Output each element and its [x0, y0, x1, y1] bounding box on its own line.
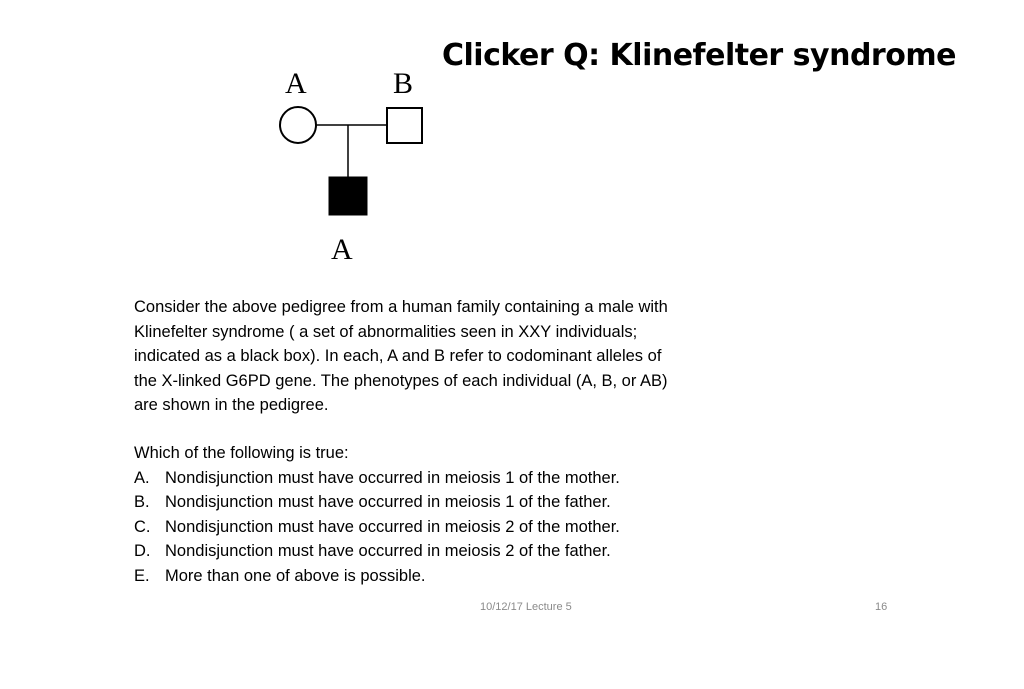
option-c	[134, 515, 774, 540]
paragraph-line: indicated as a black box). In each, A and B refer to codominant alleles of	[134, 347, 662, 365]
option-text: Nondisjunction must have occurred in meiosis 2 of the father.	[165, 542, 611, 560]
option-text: Nondisjunction must have occurred in meiosis 1 of the mother.	[165, 468, 620, 487]
father-square	[387, 108, 422, 143]
mother-phenotype-label: A	[285, 67, 307, 100]
option-d	[134, 539, 774, 564]
question-prompt: Which of the following is true:	[134, 444, 349, 462]
mother-circle	[280, 107, 316, 143]
paragraph-line: Klinefelter syndrome ( a set of abnormalities seen in XXY individuals;	[134, 322, 638, 341]
pedigree-diagram	[270, 100, 440, 225]
father-phenotype-label: B	[393, 67, 414, 100]
option-text: Nondisjunction must have occurred in meiosis 1 of the father.	[165, 493, 611, 511]
description-paragraph	[134, 295, 774, 418]
option-a	[134, 466, 774, 491]
option-text: More than one of above is possible.	[165, 566, 426, 585]
footer-date-lecture: 10/12/17 Lecture 5	[480, 601, 572, 613]
option-letter: A.	[134, 468, 150, 487]
option-letter: E.	[134, 566, 150, 585]
paragraph-line: the X-linked G6PD gene. The phenotypes of each individual (A, B, or AB)	[134, 371, 668, 390]
option-b	[134, 490, 774, 515]
child-phenotype-label: A	[331, 233, 353, 266]
affected-son-square	[329, 177, 367, 215]
paragraph-line: are shown in the pedigree.	[134, 396, 329, 414]
option-text: Nondisjunction must have occurred in meiosis 2 of the mother.	[165, 517, 620, 536]
option-letter: C.	[134, 517, 151, 536]
option-e	[134, 564, 774, 589]
option-letter: D.	[134, 542, 151, 560]
option-letter: B.	[134, 493, 150, 511]
slide-number: 16	[875, 601, 888, 613]
question-block	[134, 441, 774, 588]
slide-title: Clicker Q: Klinefelter syndrome	[442, 38, 956, 73]
paragraph-line: Consider the above pedigree from a human family containing a male with	[134, 298, 668, 316]
